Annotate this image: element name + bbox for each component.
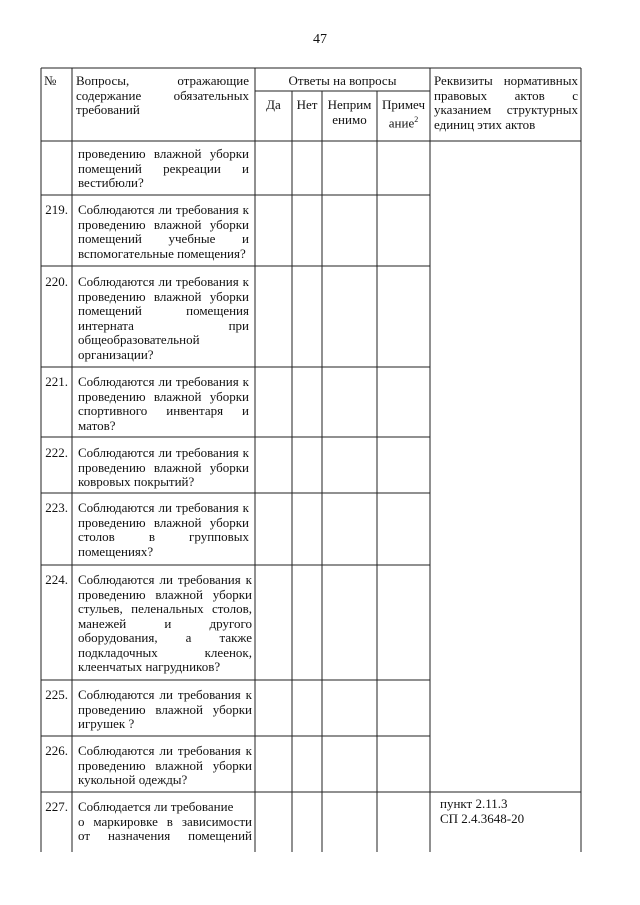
header-answers: Ответы на вопросы (288, 73, 397, 88)
row-number: 225. (45, 687, 68, 702)
header-no: Нет (296, 97, 318, 112)
row-question: Соблюдаются ли требования к проведению влажной уборки помещений помещения интерната при общеобразовательной организации? (78, 274, 249, 362)
row-question: Соблюдаются ли требования к проведению влажной уборки столов в групповых помещениях? (78, 500, 249, 559)
row-question: Соблюдаются ли требования к проведению влажной уборки кукольной одежды? (78, 743, 252, 787)
row-question: Соблюдаются ли требования к проведению влажной уборки стульев, пеленальных столов, манежей и другого оборудования, а также подкладочных клеенок, клеенчатых нагрудников? (78, 572, 252, 674)
row-question: Соблюдаются ли требования к проведению влажной уборки ковровых покрытий? (78, 445, 249, 489)
header-yes: Да (266, 97, 281, 112)
row-reference: пункт 2.11.3 СП 2.4.3648-20 (440, 796, 525, 826)
header-note: Примеч ание$^2$ (381, 97, 426, 130)
row-number: 221. (45, 374, 68, 389)
row-number: 223. (45, 500, 68, 515)
row-number: 227. (45, 799, 68, 814)
page-number: 47 (313, 32, 327, 47)
row-number: 219. (45, 202, 68, 217)
row-number: 220. (45, 274, 68, 289)
row-question: Соблюдаются ли требования к проведению влажной уборки помещений учебные и вспомогательные помещения? (78, 202, 249, 261)
header-not-applicable: Неприм енимо (327, 97, 372, 127)
row-question: проведению влажной уборки помещений рекреации и вестибюли? (78, 146, 249, 190)
header-questions: Вопросы, отражающие содержание обязательных требований (76, 73, 249, 117)
row-number: 224. (45, 572, 68, 587)
header-references: Реквизиты нормативных правовых актов с указанием структурных единиц этих актов (434, 73, 578, 132)
header-number: № (44, 73, 57, 88)
row-question: Соблюдаются ли требования к проведению влажной уборки игрушек ? (78, 687, 252, 731)
row-number: 222. (45, 445, 68, 460)
row-question: Соблюдаются ли требования к проведению влажной уборки спортивного инвентаря и матов? (78, 374, 249, 433)
row-question: Соблюдается ли требование о маркировке в зависимости от назначения помещений (78, 799, 252, 843)
row-number: 226. (45, 743, 68, 758)
